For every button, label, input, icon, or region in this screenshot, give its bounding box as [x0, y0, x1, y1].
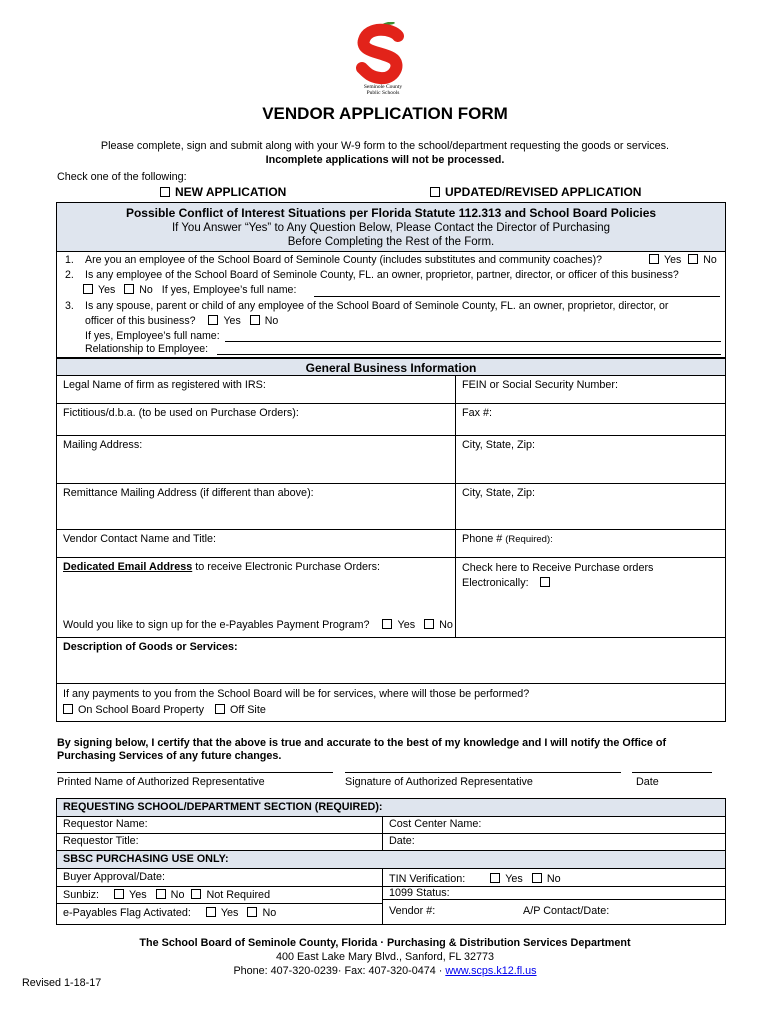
requesting-section	[56, 798, 726, 925]
mailing-address-field[interactable]	[57, 436, 455, 484]
sunbiz-not-required-label: Not Required	[206, 889, 271, 901]
sunbiz-label: Sunbiz:	[63, 889, 100, 901]
q3-no-checkbox[interactable]	[250, 315, 260, 325]
q3-name-line[interactable]	[225, 341, 721, 342]
q2-name-line[interactable]	[314, 296, 720, 297]
question-2-text: Is any employee of the School Board of Seminole County, FL. an owner, proprietor, partner, director, or officer of this business?	[85, 269, 679, 281]
new-application-option[interactable]	[160, 185, 286, 199]
certification-statement: By signing below, I certify that the above is true and accurate to the best of my knowledge and I will notify the Office of Purchasing Services of any future changes.	[57, 737, 667, 762]
requestor-title-row	[57, 834, 725, 851]
off-site-checkbox[interactable]	[215, 704, 225, 714]
intro-line-2: Incomplete applications will not be processed.	[265, 154, 505, 166]
printed-name-line[interactable]	[57, 772, 333, 773]
epayables-no-checkbox[interactable]	[424, 619, 434, 629]
question-3-text-2: officer of this business?	[85, 315, 196, 327]
phone-label: Phone #	[462, 533, 503, 545]
fax-field[interactable]	[456, 404, 725, 436]
flag-yes-checkbox[interactable]	[206, 907, 216, 917]
sunbiz-row	[57, 887, 383, 904]
electronic-po-checkbox[interactable]	[540, 577, 550, 587]
flag-no-checkbox[interactable]	[247, 907, 257, 917]
fax-label: Fax #:	[462, 407, 493, 419]
conflict-heading: Possible Conflict of Interest Situations per Florida Statute 112.313 and School Board Policies	[125, 206, 657, 220]
flag-yes-label: Yes	[220, 907, 239, 919]
new-application-checkbox[interactable]	[160, 187, 170, 197]
q2-yes-label: Yes	[98, 284, 116, 296]
intro-text	[0, 139, 770, 167]
vendor-number-label[interactable]: Vendor #:	[389, 905, 436, 917]
epayables-flag	[63, 907, 276, 919]
on-board-property-label: On School Board Property	[78, 704, 205, 716]
city-state-zip-2-label: City, State, Zip:	[462, 487, 536, 499]
remittance-address-field[interactable]	[57, 484, 455, 530]
question-2-answers	[83, 284, 296, 296]
sunbiz-yes-label: Yes	[129, 889, 147, 901]
conflict-sub-1: If You Answer “Yes” to Any Question Below, Please Contact the Director of Purchasing	[171, 221, 611, 234]
services-location	[63, 704, 266, 716]
q2-no-checkbox[interactable]	[124, 284, 134, 294]
check-here-line-2: Electronically:	[462, 577, 529, 589]
page-title: VENDOR APPLICATION FORM	[262, 104, 508, 123]
footer-line-3: Phone: 407-320-0239· Fax: 407-320-0474 ·	[233, 965, 446, 977]
q2-yes-checkbox[interactable]	[83, 284, 93, 294]
legal-name-field[interactable]	[57, 376, 455, 404]
requestor-name-row	[57, 817, 725, 834]
phone-required-label: (Required):	[505, 534, 553, 545]
q2-ifyes-label: If yes, Employee’s full name:	[161, 284, 297, 296]
tin-verification	[389, 873, 561, 885]
q3-relationship-label: Relationship to Employee:	[85, 343, 209, 355]
status-1099-line	[382, 899, 725, 900]
sunbiz-not-required-checkbox[interactable]	[191, 889, 201, 899]
dba-label: Fictitious/d.b.a. (to be used on Purchase Orders):	[63, 407, 299, 419]
sunbiz-options	[63, 889, 270, 901]
sunbiz-yes-checkbox[interactable]	[114, 889, 124, 899]
q3-yes-label: Yes	[223, 315, 241, 327]
services-question: If any payments to you from the School Board will be for services, where will those be performed?	[63, 688, 530, 700]
question-2-number: 2.	[65, 269, 74, 281]
tin-yes-checkbox[interactable]	[490, 873, 500, 883]
ap-contact-label[interactable]: A/P Contact/Date:	[523, 905, 610, 917]
conflict-questions	[56, 252, 726, 358]
email-label-rest: to receive Electronic Purchase Orders:	[192, 561, 381, 573]
description-field[interactable]	[57, 637, 725, 684]
intro-line-1: Please complete, sign and submit along with your W-9 form to the school/department requesting the goods or services.	[100, 140, 670, 152]
general-business-heading: General Business Information	[56, 358, 726, 376]
date-line[interactable]	[632, 772, 712, 773]
q2-no-label: No	[139, 284, 153, 296]
epayables-label: Would you like to sign up for the e-Payables Payment Program?	[63, 619, 370, 631]
phone-field[interactable]	[456, 530, 725, 558]
requestor-title-label[interactable]: Requestor Title:	[63, 835, 139, 847]
website-link[interactable]: www.scps.k12.fl.us	[445, 965, 537, 977]
check-one-label: Check one of the following:	[57, 171, 187, 183]
q1-no-label: No	[703, 254, 717, 266]
request-date-label[interactable]: Date:	[389, 835, 415, 847]
tin-yes-label: Yes	[505, 873, 523, 885]
buyer-approval-label[interactable]: Buyer Approval/Date:	[63, 871, 166, 883]
fein-label: FEIN or Social Security Number:	[462, 379, 619, 391]
q1-yes-label: Yes	[664, 254, 682, 266]
mailing-address-label: Mailing Address:	[63, 439, 143, 451]
on-board-property-checkbox[interactable]	[63, 704, 73, 714]
fein-field[interactable]	[456, 376, 725, 404]
updated-application-checkbox[interactable]	[430, 187, 440, 197]
signature-label: Signature of Authorized Representative	[345, 776, 533, 788]
check-here-line-1: Check here to Receive Purchase orders	[462, 562, 654, 574]
vendor-contact-label: Vendor Contact Name and Title:	[63, 533, 217, 545]
requesting-heading-row	[57, 799, 725, 817]
requestor-name-label[interactable]: Requestor Name:	[63, 818, 148, 830]
updated-application-label: UPDATED/REVISED APPLICATION	[445, 185, 642, 199]
printed-name-label: Printed Name of Authorized Representative	[57, 776, 265, 788]
conflict-sub-2: Before Completing the Rest of the Form.	[287, 236, 495, 248]
question-1-number: 1.	[65, 254, 74, 266]
footer-line-1: The School Board of Seminole County, Florida · Purchasing & Distribution Services Department	[139, 937, 631, 949]
question-3-line-2	[85, 315, 278, 327]
requesting-heading: REQUESTING SCHOOL/DEPARTMENT SECTION (REQUIRED):	[63, 801, 383, 813]
sbsc-heading: SBSC PURCHASING USE ONLY:	[63, 853, 229, 865]
remittance-address-label: Remittance Mailing Address (if different than above):	[63, 487, 314, 499]
question-3-text: Is any spouse, parent or child of any employee of the School Board of Seminole County, FL. an owner, proprietor, director, or	[85, 300, 669, 312]
email-label-underlined: Dedicated Email Address	[63, 561, 193, 573]
epayables-yes-label: Yes	[397, 619, 416, 631]
logo-line-2: Public Schools	[366, 90, 400, 96]
city-state-zip-1-field[interactable]	[456, 436, 725, 484]
scps-logo	[352, 22, 414, 102]
question-1-answers	[649, 254, 717, 266]
dba-field[interactable]	[57, 404, 455, 436]
epayables-no-label: No	[439, 619, 453, 631]
city-state-zip-1-label: City, State, Zip:	[462, 439, 536, 451]
status-1099-label[interactable]: 1099 Status:	[389, 887, 450, 899]
conflict-heading-box	[56, 202, 726, 252]
question-1-text: Are you an employee of the School Board of Seminole County (includes substitutes and community coaches)?	[85, 254, 603, 266]
revised-date: Revised 1-18-17	[22, 977, 102, 989]
question-3-number: 3.	[65, 300, 74, 312]
epayables-yes-checkbox[interactable]	[382, 619, 392, 629]
general-business-table	[56, 376, 726, 722]
signature-line[interactable]	[345, 772, 621, 773]
updated-application-option[interactable]	[430, 185, 641, 199]
q1-yes-checkbox[interactable]	[649, 254, 659, 264]
date-label: Date	[636, 776, 659, 788]
footer-line-2: 400 East Lake Mary Blvd., Sanford, FL 32773	[275, 951, 495, 963]
vendor-contact-field[interactable]	[57, 530, 455, 558]
sunbiz-no-checkbox[interactable]	[156, 889, 166, 899]
epayables-question	[63, 619, 453, 631]
city-state-zip-2-field[interactable]	[456, 484, 725, 530]
cost-center-label[interactable]: Cost Center Name:	[389, 818, 482, 830]
flag-no-label: No	[262, 907, 277, 919]
sbsc-heading-row	[57, 851, 725, 869]
q3-relationship-line[interactable]	[217, 354, 721, 355]
q3-ifyes-label: If yes, Employee’s full name:	[85, 330, 220, 342]
sunbiz-no-label: No	[170, 889, 185, 901]
tin-no-label: No	[546, 873, 561, 885]
logo-line-1: Seminole County	[363, 84, 403, 90]
off-site-label: Off Site	[230, 704, 266, 716]
legal-name-label: Legal Name of firm as registered with IRS:	[63, 379, 266, 391]
electronic-po-option	[456, 558, 725, 598]
new-application-label: NEW APPLICATION	[175, 185, 287, 199]
q3-no-label: No	[264, 315, 279, 327]
q1-no-checkbox[interactable]	[688, 254, 698, 264]
scps-s-apple-icon	[352, 22, 414, 86]
q3-yes-checkbox[interactable]	[208, 315, 218, 325]
tin-verification-label: TIN Verification:	[389, 873, 466, 885]
tin-no-checkbox[interactable]	[532, 873, 542, 883]
description-label: Description of Goods or Services:	[63, 641, 238, 653]
epayables-flag-label: e-Payables Flag Activated:	[63, 907, 191, 919]
footer	[0, 936, 770, 978]
